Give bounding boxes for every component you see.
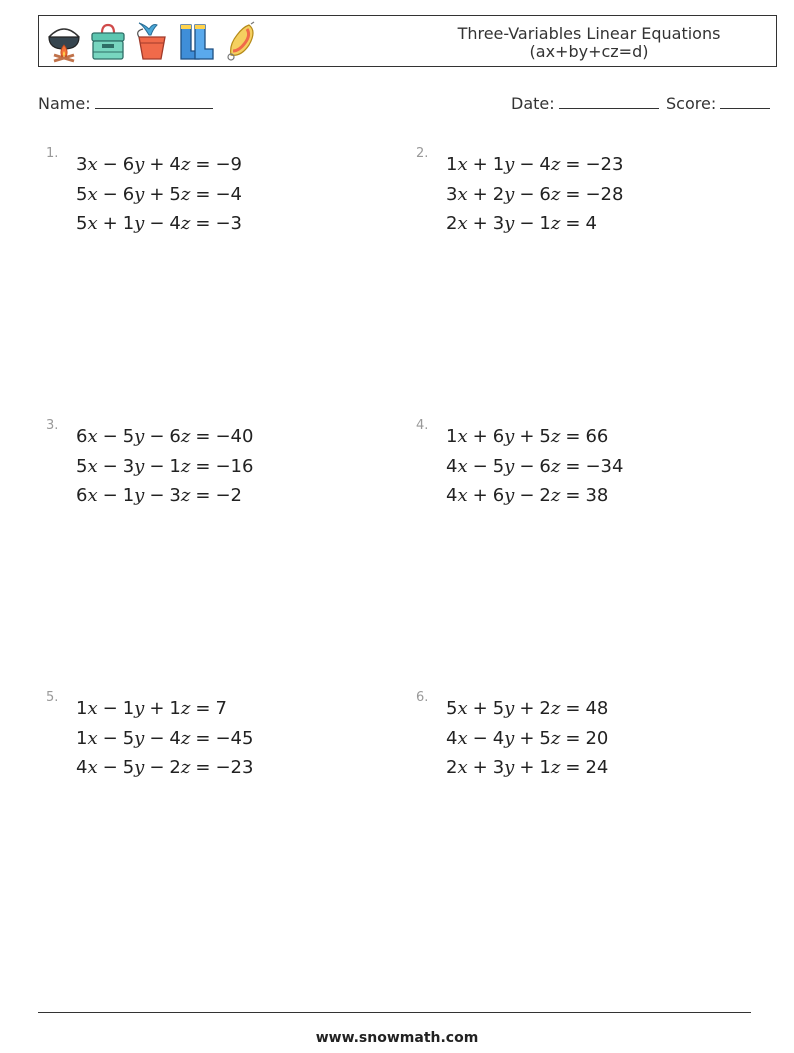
var-z: z xyxy=(550,698,561,719)
operator-2: + xyxy=(519,426,535,447)
equation-lhs xyxy=(446,481,560,511)
equation-rhs: −23 xyxy=(585,154,624,175)
operator-1: − xyxy=(102,698,118,719)
equation-lhs xyxy=(446,180,560,210)
coef-b: 5 xyxy=(492,455,505,477)
operator-2: − xyxy=(149,455,165,477)
worksheet-subtitle: (ax+by+cz=d) xyxy=(529,42,649,61)
coef-b: 1 xyxy=(122,213,135,234)
worksheet-header xyxy=(38,15,777,67)
operator-1: + xyxy=(102,213,118,234)
equation-lhs xyxy=(76,422,190,452)
operator-1: − xyxy=(102,757,118,778)
equals-sign: = xyxy=(195,727,211,749)
equation-lhs xyxy=(76,452,190,482)
var-x: x xyxy=(457,757,468,778)
operator-1: + xyxy=(472,154,488,175)
equals-sign: = xyxy=(195,698,211,719)
coef-b: 6 xyxy=(122,154,135,175)
coef-b: 3 xyxy=(492,757,505,778)
equals-sign: = xyxy=(565,183,581,205)
equals-sign: = xyxy=(195,213,211,234)
var-y: y xyxy=(134,727,145,749)
equation-lhs xyxy=(76,180,190,210)
var-x: x xyxy=(87,698,98,719)
operator-2: + xyxy=(149,154,165,175)
operator-1: + xyxy=(472,213,488,234)
equation-row xyxy=(446,150,623,180)
equation-row xyxy=(76,481,253,511)
var-z: z xyxy=(180,455,191,477)
operator-2: + xyxy=(149,183,165,205)
coef-c: 4 xyxy=(539,154,551,175)
equation-row xyxy=(76,150,242,180)
footer-website: www.snowmath.com xyxy=(315,1030,479,1046)
problem-number: 4. xyxy=(416,418,429,433)
operator-2: − xyxy=(519,455,535,477)
var-z: z xyxy=(550,154,561,175)
equation-row xyxy=(76,452,253,482)
coef-a: 3 xyxy=(76,154,88,175)
coef-b: 3 xyxy=(122,455,135,477)
coef-a: 5 xyxy=(76,213,88,234)
operator-1: − xyxy=(102,455,118,477)
equation-lhs xyxy=(76,150,190,180)
coef-c: 6 xyxy=(539,183,551,205)
equation-row xyxy=(76,180,242,210)
coef-a: 1 xyxy=(446,154,458,175)
name-field[interactable] xyxy=(38,94,213,113)
equation-row xyxy=(446,422,623,452)
equation-row xyxy=(76,422,253,452)
equation-row xyxy=(76,724,253,754)
var-y: y xyxy=(504,757,515,778)
equation-lhs xyxy=(446,724,560,754)
operator-1: + xyxy=(472,485,488,506)
date-label: Date: xyxy=(511,94,555,113)
var-y: y xyxy=(134,183,145,205)
equation-rhs: 7 xyxy=(215,698,227,719)
equals-sign: = xyxy=(195,426,211,447)
var-z: z xyxy=(180,757,191,778)
operator-1: − xyxy=(102,154,118,175)
coef-a: 6 xyxy=(76,426,88,447)
coef-b: 6 xyxy=(122,183,135,205)
equation-row xyxy=(76,209,242,239)
equation-lhs xyxy=(76,481,190,511)
name-label: Name: xyxy=(38,94,91,113)
equation-row xyxy=(446,209,623,239)
coef-c: 6 xyxy=(169,426,181,447)
var-z: z xyxy=(180,213,191,234)
var-y: y xyxy=(504,426,515,447)
equals-sign: = xyxy=(195,183,211,205)
equation-lhs xyxy=(76,724,190,754)
problem-number: 3. xyxy=(46,418,59,433)
var-y: y xyxy=(504,485,515,506)
date-field[interactable] xyxy=(511,94,659,113)
equation-lhs xyxy=(446,422,560,452)
coef-a: 2 xyxy=(446,757,458,778)
var-x: x xyxy=(457,455,468,477)
coef-b: 1 xyxy=(492,154,505,175)
operator-2: − xyxy=(149,426,165,447)
var-z: z xyxy=(550,183,561,205)
problem-number: 1. xyxy=(46,146,59,161)
var-z: z xyxy=(550,757,561,778)
var-z: z xyxy=(180,485,191,506)
equation-rhs: 4 xyxy=(585,213,597,234)
operator-2: − xyxy=(519,485,535,506)
operator-1: − xyxy=(102,727,118,749)
var-x: x xyxy=(457,213,468,234)
var-z: z xyxy=(180,727,191,749)
equation-lhs xyxy=(76,753,190,783)
coef-b: 1 xyxy=(122,485,135,506)
var-x: x xyxy=(457,154,468,175)
coef-c: 1 xyxy=(169,698,181,719)
score-label: Score: xyxy=(666,94,717,113)
coef-a: 4 xyxy=(446,455,458,477)
equation-row xyxy=(76,753,253,783)
equation-lhs xyxy=(446,694,560,724)
coef-a: 1 xyxy=(76,727,88,749)
equals-sign: = xyxy=(565,154,581,175)
equation-rhs: 38 xyxy=(585,485,609,506)
operator-1: + xyxy=(472,698,488,719)
equation-rhs: 66 xyxy=(585,426,609,447)
operator-2: − xyxy=(149,213,165,234)
equation-system xyxy=(76,694,253,783)
coef-c: 2 xyxy=(169,757,181,778)
var-y: y xyxy=(504,455,515,477)
var-z: z xyxy=(550,485,561,506)
var-x: x xyxy=(87,183,98,205)
equation-lhs xyxy=(446,753,560,783)
coef-b: 5 xyxy=(122,727,135,749)
operator-2: − xyxy=(519,183,535,205)
equation-system xyxy=(446,694,608,783)
worksheet-title-block xyxy=(439,25,739,61)
coef-b: 4 xyxy=(492,727,505,749)
equation-rhs: −16 xyxy=(215,455,254,477)
var-y: y xyxy=(134,426,145,447)
equation-rhs: 48 xyxy=(585,698,609,719)
equals-sign: = xyxy=(195,757,211,778)
operator-2: + xyxy=(519,757,535,778)
operator-2: − xyxy=(519,154,535,175)
var-y: y xyxy=(504,154,515,175)
equation-system xyxy=(76,422,253,511)
equation-rhs: 24 xyxy=(585,757,609,778)
var-y: y xyxy=(134,757,145,778)
coef-b: 5 xyxy=(122,426,135,447)
problem-number: 2. xyxy=(416,146,429,161)
coef-a: 4 xyxy=(76,757,88,778)
var-y: y xyxy=(504,213,515,234)
operator-1: − xyxy=(102,426,118,447)
header-icon-strip xyxy=(45,19,259,65)
equation-lhs xyxy=(446,452,560,482)
var-x: x xyxy=(457,485,468,506)
var-x: x xyxy=(457,727,468,749)
coef-a: 4 xyxy=(446,727,458,749)
operator-2: + xyxy=(519,698,535,719)
equation-rhs: −40 xyxy=(215,426,254,447)
rain-boots-icon xyxy=(177,21,215,63)
var-z: z xyxy=(550,727,561,749)
var-z: z xyxy=(550,455,561,477)
equals-sign: = xyxy=(195,154,211,175)
equation-rhs: −34 xyxy=(585,455,624,477)
date-blank-line[interactable] xyxy=(559,94,659,109)
operator-2: − xyxy=(149,485,165,506)
equals-sign: = xyxy=(565,727,581,749)
coef-b: 3 xyxy=(492,213,505,234)
coef-c: 4 xyxy=(169,154,181,175)
problem-number: 5. xyxy=(46,690,59,705)
coef-c: 3 xyxy=(169,485,181,506)
var-y: y xyxy=(504,727,515,749)
equals-sign: = xyxy=(565,485,581,506)
coef-a: 3 xyxy=(446,183,458,205)
equation-rhs: −45 xyxy=(215,727,254,749)
operator-1: − xyxy=(102,485,118,506)
var-x: x xyxy=(87,154,98,175)
operator-1: − xyxy=(102,183,118,205)
coef-a: 2 xyxy=(446,213,458,234)
coef-c: 2 xyxy=(539,698,551,719)
coef-c: 1 xyxy=(169,455,181,477)
coef-b: 2 xyxy=(492,183,505,205)
campfire-pot-icon xyxy=(45,21,83,63)
coef-b: 1 xyxy=(122,698,135,719)
var-y: y xyxy=(134,485,145,506)
var-x: x xyxy=(87,455,98,477)
cooler-box-icon xyxy=(89,21,127,63)
equation-rhs: −28 xyxy=(585,183,624,205)
equals-sign: = xyxy=(565,698,581,719)
var-z: z xyxy=(180,154,191,175)
equation-rhs: −9 xyxy=(215,154,242,175)
operator-2: + xyxy=(149,698,165,719)
var-y: y xyxy=(504,183,515,205)
name-blank-line[interactable] xyxy=(95,94,213,109)
equation-system xyxy=(76,150,242,239)
var-y: y xyxy=(134,213,145,234)
equation-lhs xyxy=(76,694,190,724)
fish-bucket-icon xyxy=(133,21,171,63)
coef-b: 5 xyxy=(492,698,505,719)
worksheet-title: Three-Variables Linear Equations xyxy=(457,24,721,43)
operator-1: + xyxy=(472,183,488,205)
equation-row xyxy=(76,694,253,724)
var-z: z xyxy=(180,426,191,447)
coef-a: 1 xyxy=(76,698,88,719)
equals-sign: = xyxy=(195,485,211,506)
equals-sign: = xyxy=(565,426,581,447)
equation-row xyxy=(446,481,623,511)
coef-a: 5 xyxy=(76,455,88,477)
coef-a: 1 xyxy=(446,426,458,447)
var-x: x xyxy=(457,183,468,205)
var-y: y xyxy=(134,698,145,719)
var-x: x xyxy=(87,757,98,778)
var-x: x xyxy=(87,426,98,447)
equation-row xyxy=(446,180,623,210)
var-x: x xyxy=(87,727,98,749)
equation-row xyxy=(446,452,623,482)
coef-c: 4 xyxy=(169,727,181,749)
var-z: z xyxy=(550,426,561,447)
equation-rhs: −23 xyxy=(215,757,254,778)
operator-2: + xyxy=(519,727,535,749)
var-z: z xyxy=(180,698,191,719)
coef-c: 6 xyxy=(539,455,551,477)
coef-a: 5 xyxy=(76,183,88,205)
coef-c: 5 xyxy=(539,426,551,447)
operator-2: − xyxy=(519,213,535,234)
operator-1: + xyxy=(472,426,488,447)
coef-a: 5 xyxy=(446,698,458,719)
var-x: x xyxy=(87,485,98,506)
var-x: x xyxy=(457,426,468,447)
var-y: y xyxy=(134,455,145,477)
footer-divider xyxy=(38,1012,751,1013)
operator-1: − xyxy=(472,727,488,749)
equation-rhs: 20 xyxy=(585,727,609,749)
var-y: y xyxy=(134,154,145,175)
fishing-lure-icon xyxy=(221,21,259,63)
equation-row xyxy=(446,753,608,783)
coef-c: 1 xyxy=(539,757,551,778)
coef-c: 4 xyxy=(169,213,181,234)
var-z: z xyxy=(550,213,561,234)
problem-number: 6. xyxy=(416,690,429,705)
equation-lhs xyxy=(76,209,190,239)
coef-a: 6 xyxy=(76,485,88,506)
var-x: x xyxy=(457,698,468,719)
coef-c: 5 xyxy=(169,183,181,205)
equation-rhs: −4 xyxy=(215,183,242,205)
score-blank-line[interactable] xyxy=(720,94,770,109)
equation-row xyxy=(446,724,608,754)
var-y: y xyxy=(504,698,515,719)
var-z: z xyxy=(180,183,191,205)
equals-sign: = xyxy=(565,757,581,778)
equation-row xyxy=(446,694,608,724)
equals-sign: = xyxy=(565,455,581,477)
equation-lhs xyxy=(446,209,560,239)
operator-1: − xyxy=(472,455,488,477)
coef-b: 6 xyxy=(492,426,505,447)
coef-b: 6 xyxy=(492,485,505,506)
equals-sign: = xyxy=(195,455,211,477)
coef-a: 4 xyxy=(446,485,458,506)
coef-c: 1 xyxy=(539,213,551,234)
operator-1: + xyxy=(472,757,488,778)
var-x: x xyxy=(87,213,98,234)
equation-lhs xyxy=(446,150,560,180)
coef-c: 2 xyxy=(539,485,551,506)
coef-c: 5 xyxy=(539,727,551,749)
equation-system xyxy=(446,422,623,511)
equation-rhs: −2 xyxy=(215,485,242,506)
operator-2: − xyxy=(149,757,165,778)
equals-sign: = xyxy=(565,213,581,234)
equation-system xyxy=(446,150,623,239)
operator-2: − xyxy=(149,727,165,749)
equation-rhs: −3 xyxy=(215,213,242,234)
coef-b: 5 xyxy=(122,757,135,778)
score-field[interactable] xyxy=(666,94,770,113)
